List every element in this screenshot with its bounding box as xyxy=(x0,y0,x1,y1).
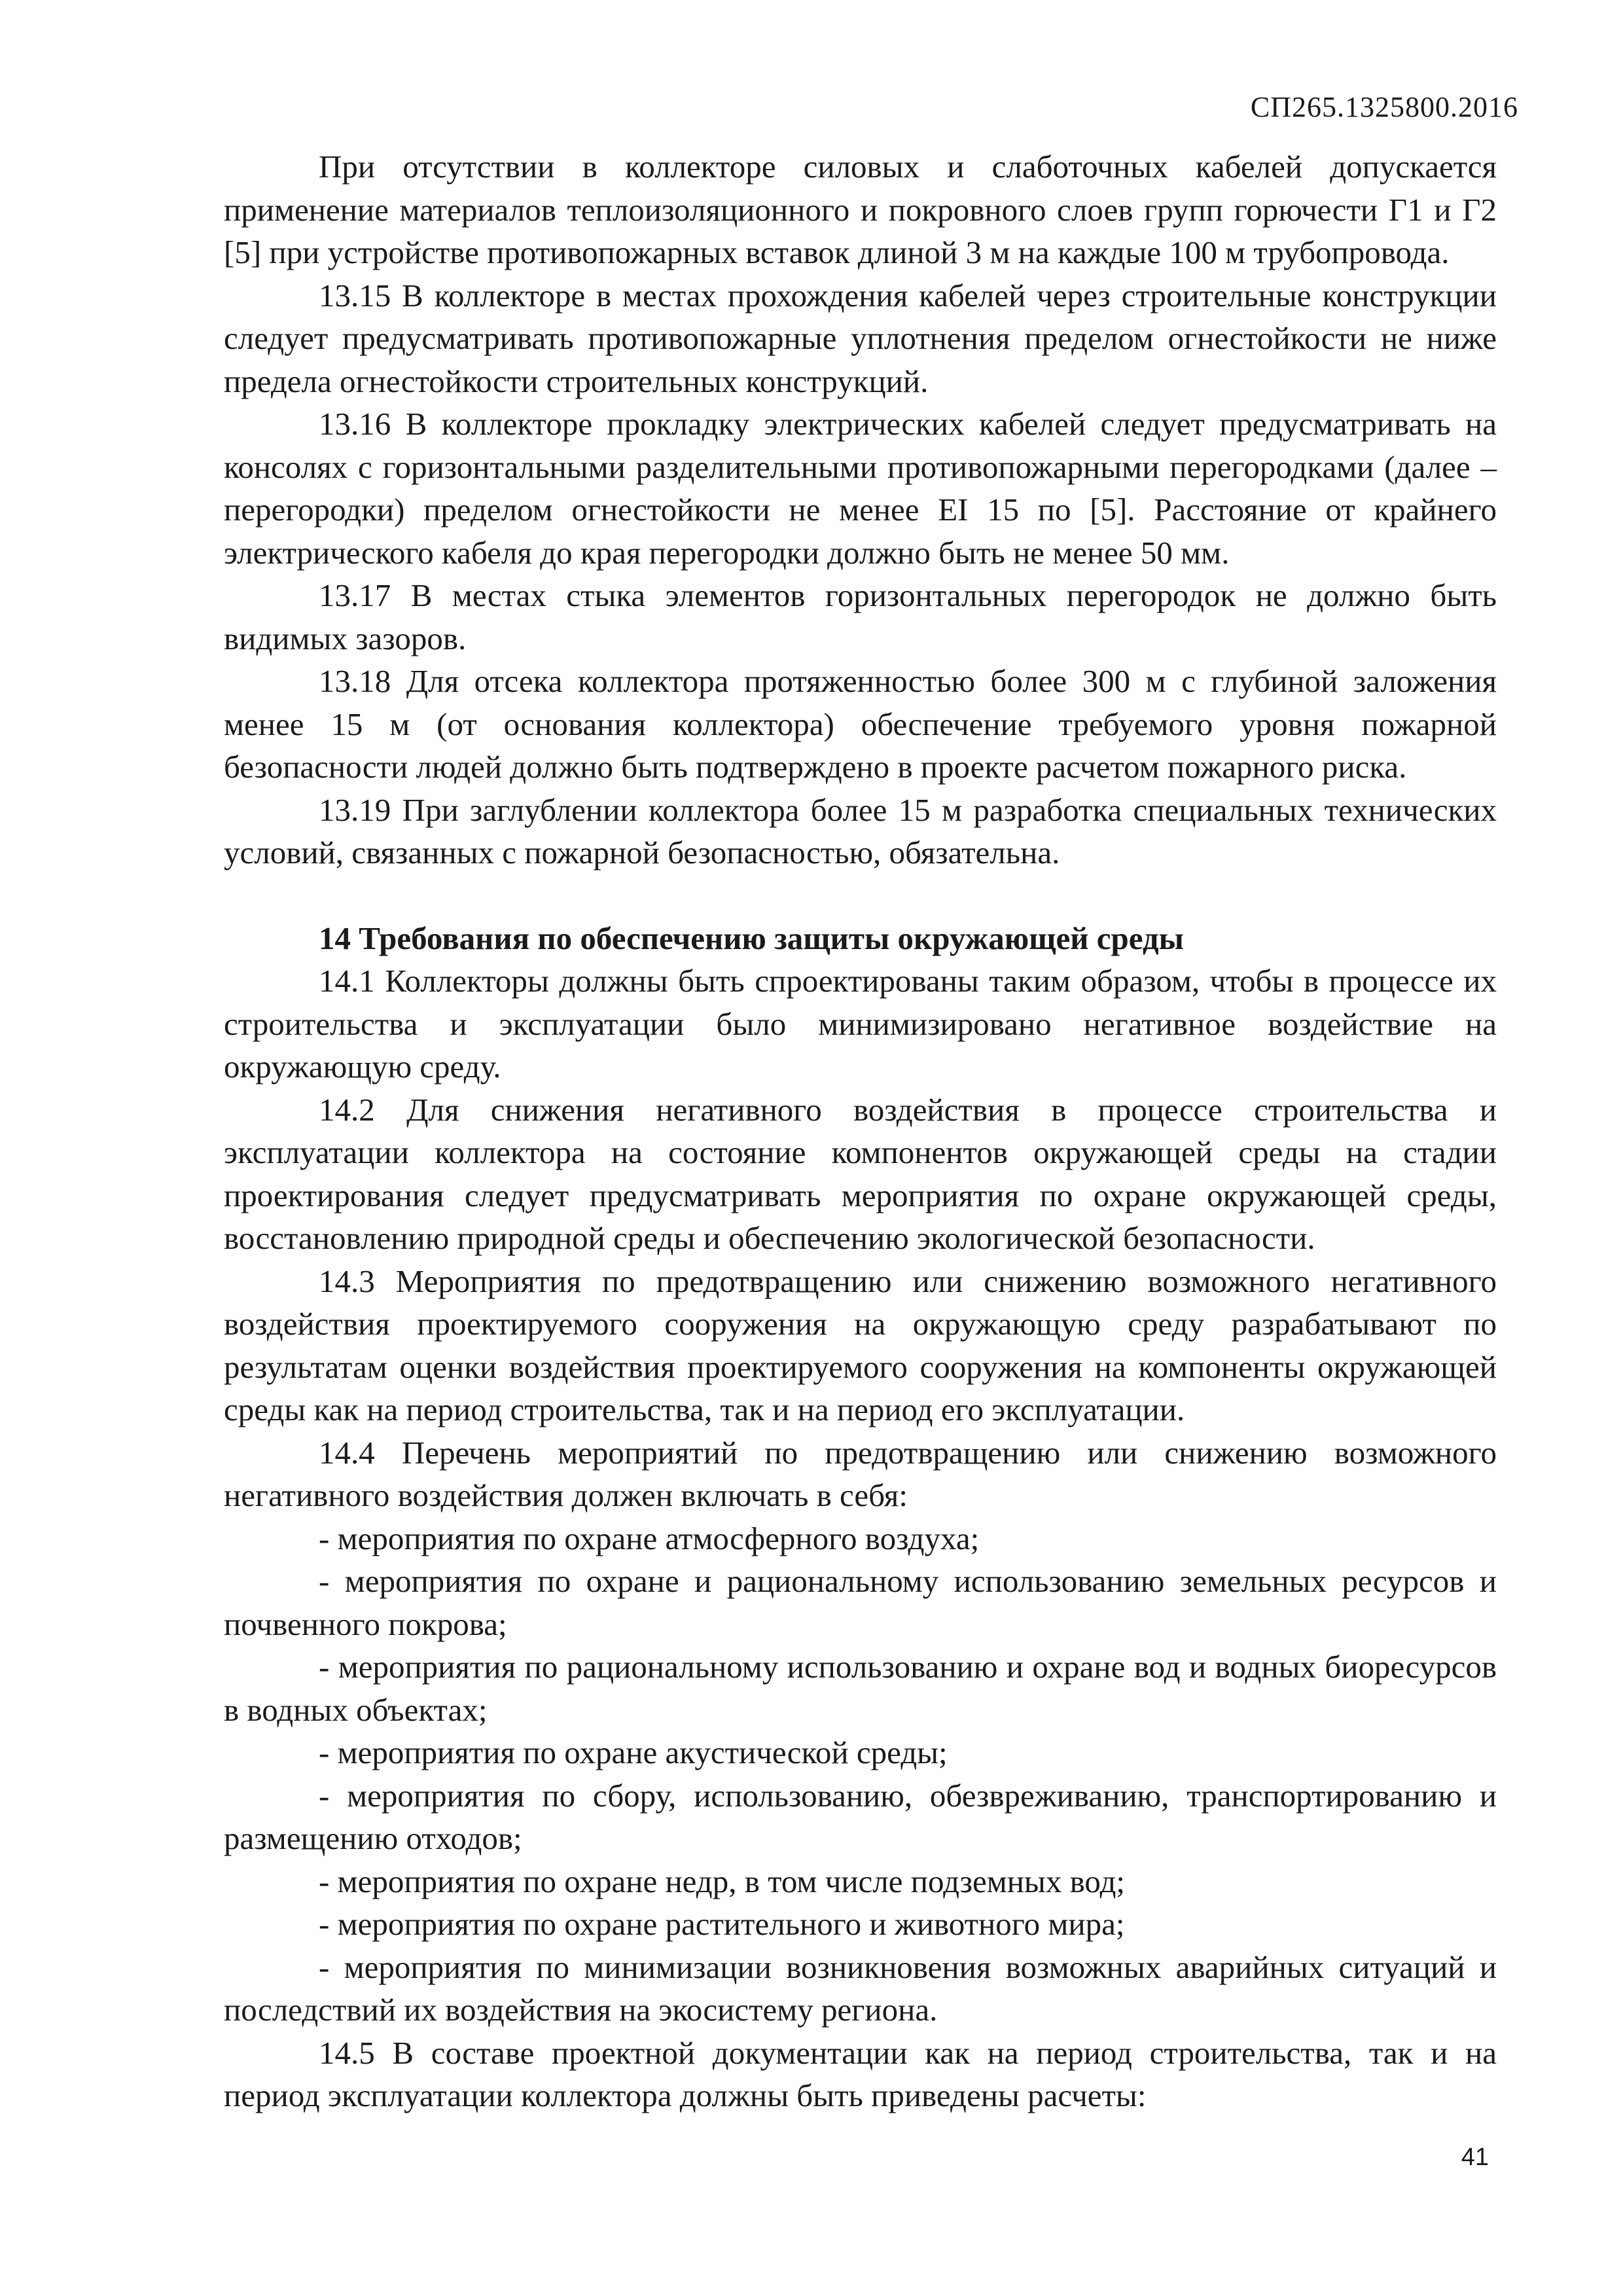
paragraph-13-16: 13.16 В коллекторе прокладку электрических кабелей следует предусматривать на консолях с горизонтальными разделительными противопожарными перегородками (далее – перегородки) пределом огнестойкости не менее EI 15 по [5]. Расстояние от крайнего электрического кабеля до края перегородки должно быть не менее 50 мм. xyxy=(224,406,1497,571)
paragraph-13-19: 13.19 При заглублении коллектора более 15 м разработка специальных технических условий, связанных с пожарной безопасностью, обязательна. xyxy=(224,791,1497,870)
paragraph-13-15: 13.15 В коллекторе в местах прохождения кабелей через строительные конструкции следует предусматривать противопожарные уплотнения пределом огнестойкости не ниже предела огнестойкости строительных конструкций. xyxy=(224,277,1497,399)
list-item: - мероприятия по охране акустической среды; xyxy=(319,1734,948,1770)
paragraph-13-17: 13.17 В местах стыка элементов горизонтальных перегородок не должно быть видимых зазоров. xyxy=(224,577,1497,656)
page-number: 41 xyxy=(1461,2144,1489,2171)
list-item: - мероприятия по охране растительного и животного мира; xyxy=(319,1906,1125,1942)
paragraph-13-18: 13.18 Для отсека коллектора протяженностью более 300 м с глубиной заложения менее 15 м (от основания коллектора) обеспечение требуемого уровня пожарной безопасности людей должно быть подтверждено в проекте расчетом пожарного риска. xyxy=(224,663,1497,785)
paragraph-14-4: 14.4 Перечень мероприятий по предотвращению или снижению возможного негативного воздействия должен включать в себя: xyxy=(224,1434,1497,1513)
paragraph-14-3: 14.3 Мероприятия по предотвращению или снижению возможного негативного воздействия проектируемого сооружения на окружающую среду разрабатывают по результатам оценки воздействия проектируемого сооружения на компоненты окружающей среды как на период строительства, так и на период его эксплуатации. xyxy=(224,1263,1497,1427)
list-item: - мероприятия по охране атмосферного воздуха; xyxy=(319,1520,980,1556)
list-item: - мероприятия по охране недр, в том числе подземных вод; xyxy=(319,1863,1126,1899)
section-heading: 14 Требования по обеспечению защиты окружающей среды xyxy=(319,920,1184,956)
list-item: - мероприятия по сбору, использованию, обезвреживанию, транспортированию и размещению отходов; xyxy=(224,1777,1497,1856)
list-item: - мероприятия по минимизации возникновения возможных аварийных ситуаций и последствий их воздействия на экосистему региона. xyxy=(224,1948,1497,2028)
paragraph: При отсутствии в коллекторе силовых и слаботочных кабелей допускается применение материалов теплоизоляционного и покровного слоев групп горючести Г1 и Г2 [5] при устройстве противопожарных вставок длиной 3 м на каждые 100 м трубопровода. xyxy=(224,149,1497,270)
page-body xyxy=(224,145,1497,2117)
paragraph-14-2: 14.2 Для снижения негативного воздействия в процессе строительства и эксплуатации коллектора на состояние компонентов окружающей среды на стадии проектирования следует предусматривать мероприятия по охране окружающей среды, восстановлению природной среды и обеспечению экологической безопасности. xyxy=(224,1091,1497,1256)
paragraph-14-5: 14.5 В составе проектной документации как на период строительства, так и на период эксплуатации коллектора должны быть приведены расчеты: xyxy=(224,2034,1497,2113)
list-item: - мероприятия по рациональному использованию и охране вод и водных биоресурсов в водных объектах; xyxy=(224,1649,1497,1728)
paragraph-14-1: 14.1 Коллекторы должны быть спроектированы таким образом, чтобы в процессе их строительства и эксплуатации было минимизировано негативное воздействие на окружающую среду. xyxy=(224,963,1497,1085)
document-code: СП265.1325800.2016 xyxy=(1250,91,1518,123)
list-item: - мероприятия по охране и рациональному использованию земельных ресурсов и почвенного покрова; xyxy=(224,1563,1497,1642)
